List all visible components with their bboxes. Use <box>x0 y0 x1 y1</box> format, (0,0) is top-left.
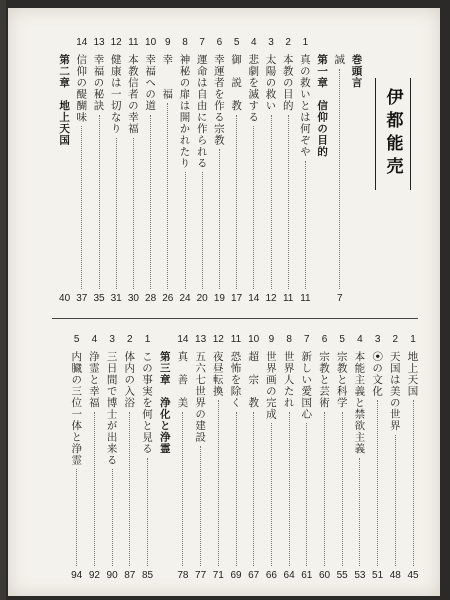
dotted-leader <box>377 400 378 566</box>
toc-entry <box>123 333 137 583</box>
toc-entry-title: 巻頭言 <box>350 54 363 89</box>
toc-entry-title: 悲劇を滅する <box>247 54 260 123</box>
toc-page-number: 26 <box>162 293 174 304</box>
dotted-leader <box>129 412 130 567</box>
toc-entry-title: 本教の目的 <box>281 54 294 112</box>
toc-entry <box>70 333 84 583</box>
toc-entry-number: 9 <box>165 37 171 48</box>
toc-page-number: 20 <box>196 293 208 304</box>
chapter-title: 第二章 地上天国 <box>58 54 71 146</box>
toc-entry <box>230 36 244 306</box>
toc-entry-title: 天国は美の世界 <box>388 351 401 432</box>
toc-page-number: 17 <box>231 293 243 304</box>
toc-entry-number: 11 <box>128 37 139 48</box>
toc-page-number: 28 <box>145 293 157 304</box>
toc-entry-number: 5 <box>339 334 345 345</box>
toc-entry-title: 誠 <box>333 54 346 66</box>
toc-entry-number: 2 <box>392 334 399 345</box>
toc-entry-title: 地上天国 <box>406 351 419 397</box>
toc-entry-title: 宗教と芸術 <box>318 351 330 409</box>
toc-entry-number: 2 <box>285 37 291 48</box>
toc-page-number: 40 <box>59 293 71 304</box>
toc-entry-number: 4 <box>91 334 98 345</box>
toc-page-number: 66 <box>265 570 277 581</box>
toc-entry-number: 3 <box>109 334 115 345</box>
book-title-box <box>375 78 411 190</box>
toc-page-number: 90 <box>106 570 118 581</box>
toc-entry-title: 御 説 教 <box>230 54 243 112</box>
dotted-leader <box>202 172 203 289</box>
toc-entry-number: 12 <box>212 334 224 345</box>
toc-entry-title: 超 宗 教 <box>247 351 260 409</box>
toc-entry <box>178 36 192 306</box>
dotted-leader <box>81 126 82 289</box>
toc-entry <box>75 36 89 306</box>
section-divider <box>52 318 418 319</box>
dotted-leader <box>182 412 183 567</box>
dotted-leader <box>99 115 100 290</box>
toc-entry <box>141 333 155 583</box>
toc-chapter-heading <box>58 36 72 306</box>
toc-entry <box>335 333 349 583</box>
dotted-leader <box>94 412 95 567</box>
toc-entry-number: 6 <box>216 37 223 48</box>
toc-entry <box>298 36 312 306</box>
toc-entry <box>318 333 332 583</box>
toc-entry-number: 1 <box>144 334 151 345</box>
toc-entry-number: 13 <box>93 37 105 48</box>
toc-entry-title: 五六七世界の建設 <box>194 351 207 443</box>
toc-entry-title: 夜昼転換 <box>211 351 224 397</box>
toc-entry-title: 幸福への道 <box>144 54 157 112</box>
dotted-leader <box>305 161 306 290</box>
dotted-leader <box>236 115 237 290</box>
toc-entry-title: 本能主義と禁欲主義 <box>353 351 366 455</box>
dotted-leader <box>167 103 168 289</box>
toc-entry <box>194 333 208 583</box>
toc-page-number: 7 <box>337 293 343 304</box>
toc-page-number: 30 <box>127 293 139 304</box>
dotted-leader <box>413 400 414 566</box>
dotted-leader <box>288 115 289 290</box>
toc-page-number: 37 <box>76 293 88 304</box>
toc-entry-number: 2 <box>127 334 133 345</box>
dotted-leader <box>253 126 254 289</box>
toc-entry-title: 世界画の完成 <box>264 351 277 420</box>
toc-entry-title: 真 善 美 <box>176 351 189 409</box>
toc-page-number: 78 <box>177 570 189 581</box>
book-title: 伊都能売 <box>382 88 403 180</box>
toc-page-number: 94 <box>71 570 83 581</box>
toc-entry-title: 健康は一切なり <box>109 54 122 135</box>
toc-entry-number: 13 <box>195 334 207 345</box>
toc-entry-number: 4 <box>357 334 363 345</box>
dotted-leader <box>147 458 148 567</box>
toc-page-number: 61 <box>301 570 313 581</box>
dotted-leader <box>112 469 113 566</box>
toc-entry <box>371 333 385 583</box>
toc-entry-number: 3 <box>374 334 381 345</box>
book-spine-shadow <box>0 0 6 600</box>
toc-page-number: 85 <box>141 570 154 581</box>
dotted-leader <box>219 149 220 289</box>
toc-entry <box>229 333 243 583</box>
toc-entry-title: 世界人たれ <box>282 351 295 409</box>
toc-entry-title: 太陽の救い <box>264 54 277 112</box>
toc-chapter-heading <box>316 36 330 306</box>
toc-entry-number: 7 <box>199 37 205 48</box>
toc-entry-number: 10 <box>145 37 157 48</box>
toc-entry-number: 10 <box>248 334 260 345</box>
toc-entry <box>105 333 119 583</box>
toc-entry <box>333 36 347 306</box>
toc-entry-number: 8 <box>286 334 292 345</box>
toc-entry <box>281 36 295 306</box>
toc-entry-number: 1 <box>302 37 309 48</box>
toc-entry <box>144 36 158 306</box>
toc-page-number: 24 <box>179 293 191 304</box>
dotted-leader <box>271 423 272 566</box>
toc-page-number: 11 <box>282 293 294 304</box>
dotted-leader <box>218 400 219 566</box>
toc-entry-number: 14 <box>76 37 88 48</box>
toc-page-number: 60 <box>318 570 331 581</box>
toc-page-number: 35 <box>93 293 105 304</box>
toc-entry <box>87 333 101 583</box>
toc-page-number: 11 <box>300 293 311 304</box>
toc-entry <box>176 333 190 583</box>
toc-entry <box>109 36 123 306</box>
toc-entry-number: 1 <box>410 334 416 345</box>
toc-entry-title: 神秘の扉は開かれたり <box>178 54 191 169</box>
toc-entry <box>247 36 261 306</box>
dotted-leader <box>359 458 360 567</box>
toc-page-number: 55 <box>336 570 348 581</box>
toc-entry <box>406 333 420 583</box>
toc-page-number: 31 <box>110 293 122 304</box>
toc-entry <box>247 333 261 583</box>
dotted-leader <box>133 138 134 290</box>
toc-chapter-heading <box>158 333 172 583</box>
toc-entry-title: 浄霊と幸福 <box>87 351 100 409</box>
toc-entry-number: 5 <box>73 334 80 345</box>
toc-page-number: 69 <box>230 570 242 581</box>
toc-entry-number: 12 <box>110 37 122 48</box>
toc-entry-title: 幸 福 <box>161 54 174 100</box>
toc-entry <box>353 333 367 583</box>
toc-page-number: 51 <box>372 570 384 581</box>
toc-entry-number: 8 <box>182 37 188 48</box>
dotted-leader <box>116 138 117 290</box>
toc-entry <box>388 333 402 583</box>
toc-entry <box>264 36 278 306</box>
toc-entry-title: 幸運者を作る宗教 <box>212 54 225 146</box>
toc-entry-title: 信仰の醍醐味 <box>75 54 88 123</box>
dotted-leader <box>324 412 325 567</box>
toc-entry-number: 9 <box>268 334 275 345</box>
chapter-title: 第一章 信仰の目的 <box>316 54 329 158</box>
toc-page-number: 67 <box>248 570 260 581</box>
toc-entry <box>211 333 225 583</box>
toc-entry <box>350 36 364 306</box>
toc-entry-number: 5 <box>233 37 240 48</box>
toc-entry-title: 三日間で博士が出来る <box>105 351 118 466</box>
dotted-leader <box>395 435 396 567</box>
dotted-leader <box>200 446 201 566</box>
toc-page-number: 14 <box>248 293 260 304</box>
toc-entry <box>195 36 209 306</box>
toc-entry-title: 新しい愛国心 <box>300 351 313 420</box>
toc-entry-number: 7 <box>304 334 310 345</box>
toc-entry-title: 本教信者の幸福 <box>126 54 139 135</box>
toc-entry-title: 真の救いとは何ぞや <box>298 54 311 158</box>
dotted-leader <box>236 412 237 567</box>
toc-page-number: 87 <box>124 570 136 581</box>
dotted-leader <box>150 115 151 290</box>
toc-page-number: 48 <box>389 570 401 581</box>
toc-entry-title: この事実を何と見る <box>141 351 153 455</box>
toc-entry-title: 幸福の秘訣 <box>92 54 105 112</box>
dotted-leader <box>185 172 186 289</box>
toc-entry-title: 体内の入浴 <box>123 351 136 409</box>
toc-entry <box>264 333 278 583</box>
toc-page-number: 64 <box>283 570 295 581</box>
toc-entry-title: 内臓の三位一体と浄霊 <box>70 351 83 466</box>
toc-entry-number: 3 <box>268 37 274 48</box>
toc-entry <box>161 36 175 306</box>
toc-entry <box>212 36 226 306</box>
toc-page-number: 71 <box>212 570 224 581</box>
chapter-title: 第三章 浄化と浄霊 <box>158 351 171 455</box>
toc-page-number: 45 <box>407 570 419 581</box>
toc-entry-title: 運命は自由に作られる <box>195 54 208 169</box>
toc-entry <box>92 36 106 306</box>
dotted-leader <box>76 469 77 566</box>
toc-page-number: 19 <box>213 293 225 304</box>
toc-entry-number: 14 <box>177 334 189 345</box>
toc-page-number: 77 <box>195 570 207 581</box>
dotted-leader <box>306 423 307 566</box>
toc-entry <box>282 333 296 583</box>
toc-entry <box>300 333 314 583</box>
toc-page-number: 12 <box>265 293 277 304</box>
dotted-leader <box>339 69 340 290</box>
dotted-leader <box>289 412 290 567</box>
toc-page-number: 92 <box>88 570 100 581</box>
toc-page-number: 53 <box>354 570 366 581</box>
dotted-leader <box>271 115 272 290</box>
toc-entry-number: 6 <box>321 334 328 345</box>
toc-entry-number: 11 <box>230 334 242 345</box>
toc-entry-title: ⦿の文化 <box>371 351 384 397</box>
toc-entry-number: 4 <box>251 37 257 48</box>
dotted-leader <box>342 412 343 567</box>
toc-entry <box>126 36 140 306</box>
toc-entry-title: 恐怖を除く <box>229 351 242 409</box>
dotted-leader <box>253 412 254 567</box>
toc-entry-title: 宗教と科学 <box>335 351 348 409</box>
